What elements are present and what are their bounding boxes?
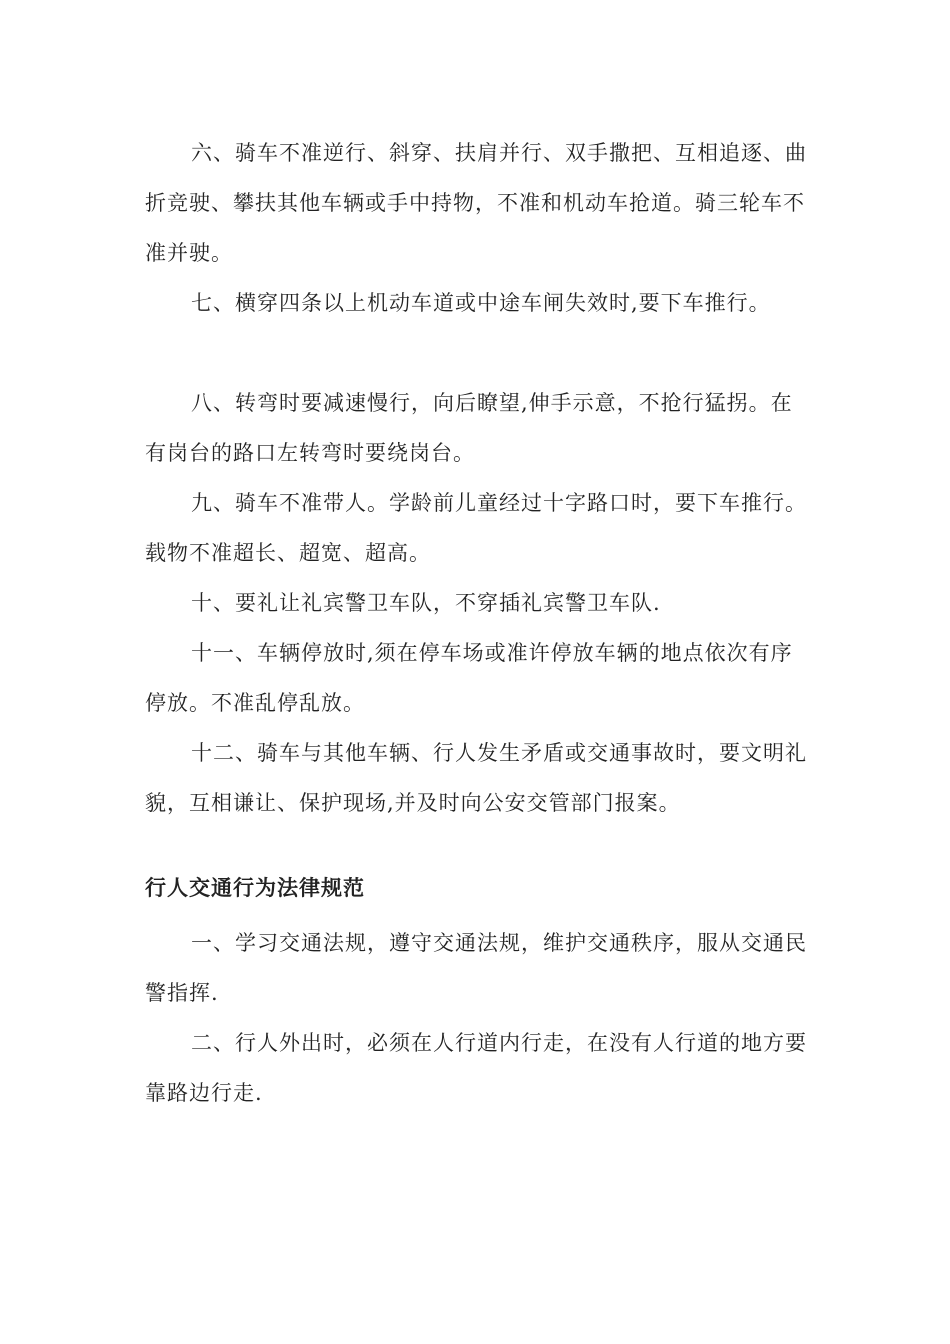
- document-body: [145, 128, 810, 1118]
- pedestrian-rule-1: 一、学习交通法规，遵守交通法规，维护交通秩序，服从交通民警指挥.: [145, 931, 807, 1005]
- rule-paragraph-10: 十、要礼让礼宾警卫车队，不穿插礼宾警卫车队.: [191, 591, 661, 615]
- rule-paragraph-9: 九、骑车不准带人。学龄前儿童经过十字路口时，要下车推行。载物不准超长、超宽、超高。: [145, 491, 807, 565]
- section-heading: 行人交通行为法律规范: [145, 876, 365, 900]
- rule-paragraph-7: 七、横穿四条以上机动车道或中途车闸失效时,要下车推行。: [191, 291, 771, 315]
- rule-paragraph-11: 十一、车辆停放时,须在停车场或准许停放车辆的地点依次有序停放。不准乱停乱放。: [145, 641, 793, 715]
- paragraph-spacer: [145, 328, 810, 378]
- rule-paragraph-12: 十二、骑车与其他车辆、行人发生矛盾或交通事故时，要文明礼貌，互相谦让、保护现场,并及时向公安交管部门报案。: [145, 741, 807, 815]
- rule-paragraph-6: 六、骑车不准逆行、斜穿、扶肩并行、双手撒把、互相追逐、曲折竞驶、攀扶其他车辆或手中持物，不准和机动车抢道。骑三轮车不准并驶。: [145, 141, 807, 265]
- pedestrian-rule-2: 二、行人外出时，必须在人行道内行走，在没有人行道的地方要靠路边行走.: [145, 1031, 807, 1105]
- rule-paragraph-8: 八、转弯时要减速慢行，向后瞭望,伸手示意，不抢行猛拐。在有岗台的路口左转弯时要绕岗台。: [145, 391, 793, 465]
- section-spacer: [145, 828, 810, 868]
